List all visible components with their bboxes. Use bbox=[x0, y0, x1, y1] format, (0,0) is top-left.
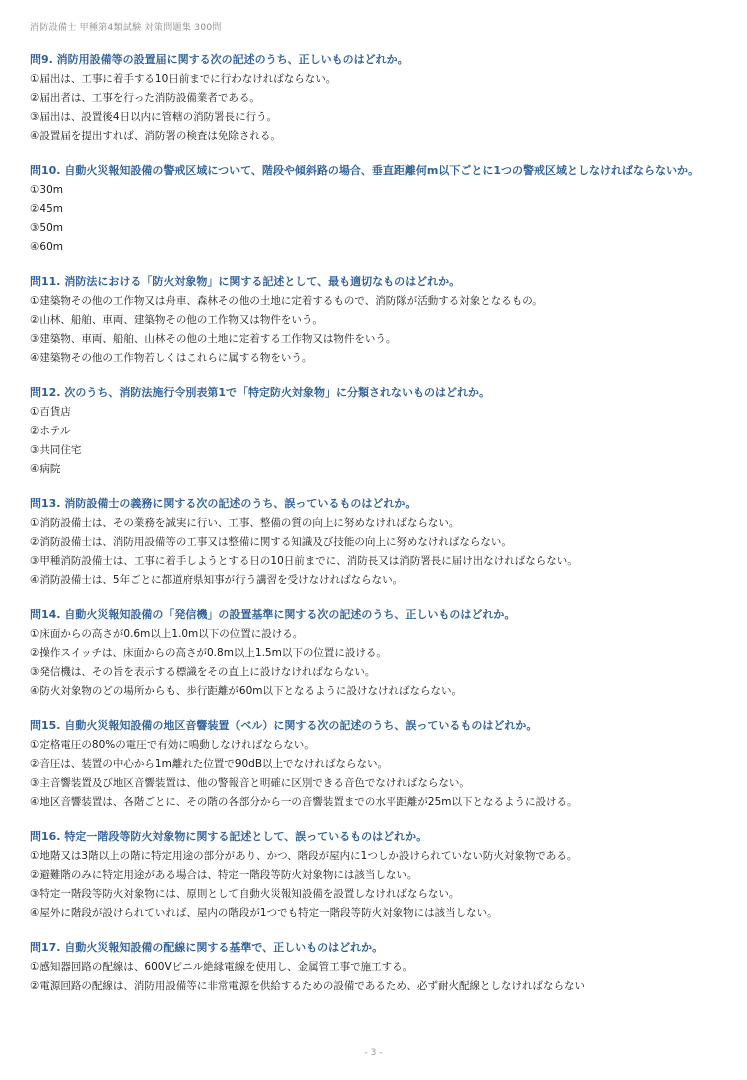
question-title: 問15. 自動火災報知設備の地区音響装置（ベル）に関する次の記述のうち、誤っているものはどれか。 bbox=[30, 719, 538, 732]
answer-option: ③甲種消防設備士は、工事に着手しようとする日の10日前までに、消防長又は消防署長に届け出なければならない。 bbox=[30, 555, 578, 567]
answer-option: ③共同住宅 bbox=[30, 444, 82, 456]
question-list bbox=[30, 50, 730, 1011]
answer-option: ④設置届を提出すれば、消防署の検査は免除される。 bbox=[30, 130, 281, 142]
question-title: 問12. 次のうち、消防法施行令別表第1で「特定防火対象物」に分類されないものはどれか。 bbox=[30, 386, 490, 399]
answer-option: ③主音響装置及び地区音響装置は、他の警報音と明確に区別できる音色でなければならない。 bbox=[30, 777, 470, 789]
answer-option: ④消防設備士は、5年ごとに都道府県知事が行う講習を受けなければならない。 bbox=[30, 574, 404, 586]
answer-option: ③建築物、車両、船舶、山林その他の土地に定着する工作物又は物件をいう。 bbox=[30, 333, 397, 345]
answer-option: ③発信機は、その旨を表示する標識をその直上に設けなければならない。 bbox=[30, 666, 376, 678]
answer-option: ②45m bbox=[30, 203, 64, 215]
question-block bbox=[30, 605, 730, 701]
answer-option: ③届出は、設置後4日以内に管轄の消防署長に行う。 bbox=[30, 111, 278, 123]
question-block bbox=[30, 272, 730, 368]
question-title: 問17. 自動火災報知設備の配線に関する基準で、正しいものはどれか。 bbox=[30, 941, 384, 954]
answer-option: ②ホテル bbox=[30, 425, 71, 437]
answer-option: ①消防設備士は、その業務を誠実に行い、工事、整備の質の向上に努めなければならない。 bbox=[30, 517, 460, 529]
answer-option: ③特定一階段等防火対象物には、原則として自動火災報知設備を設置しなければならない。 bbox=[30, 888, 460, 900]
page-number: - 3 - bbox=[364, 1048, 383, 1058]
answer-option: ②避難階のみに特定用途がある場合は、特定一階段等防火対象物には該当しない。 bbox=[30, 869, 418, 881]
question-block bbox=[30, 383, 730, 479]
question-title: 問11. 消防法における「防火対象物」に関する記述として、最も適切なものはどれか。 bbox=[30, 275, 461, 288]
answer-option: ①感知器回路の配線は、600Vビニル絶縁電線を使用し、金属管工事で施工する。 bbox=[30, 961, 414, 973]
answer-option: ④病院 bbox=[30, 463, 61, 475]
question-block bbox=[30, 827, 730, 923]
answer-option: ④地区音響装置は、各階ごとに、その階の各部分から一の音響装置までの水平距離が25m以下となるように設ける。 bbox=[30, 796, 578, 808]
answer-option: ②届出者は、工事を行った消防設備業者である。 bbox=[30, 92, 260, 104]
answer-option: ③50m bbox=[30, 222, 64, 234]
question-title: 問14. 自動火災報知設備の「発信機」の設置基準に関する次の記述のうち、正しいものはどれか。 bbox=[30, 608, 516, 621]
answer-option: ①建築物その他の工作物又は舟車、森林その他の土地に定着するもので、消防隊が活動する対象となるもの。 bbox=[30, 295, 543, 307]
question-block bbox=[30, 938, 730, 996]
question-block bbox=[30, 494, 730, 590]
answer-option: ②消防設備士は、消防用設備等の工事又は整備に関する知識及び技能の向上に努めなければならない。 bbox=[30, 536, 512, 548]
answer-option: ①地階又は3階以上の階に特定用途の部分があり、かつ、階段が屋内に1つしか設けられていない防火対象物である。 bbox=[30, 850, 578, 862]
answer-option: ②電源回路の配線は、消防用設備等に非常電源を供給するための設備であるため、必ず耐火配線としなければならない bbox=[30, 980, 585, 992]
question-block bbox=[30, 161, 730, 257]
answer-option: ①届出は、工事に着手する10日前までに行わなければならない。 bbox=[30, 73, 337, 85]
question-title: 問16. 特定一階段等防火対象物に関する記述として、誤っているものはどれか。 bbox=[30, 830, 428, 843]
question-title: 問13. 消防設備士の義務に関する次の記述のうち、誤っているものはどれか。 bbox=[30, 497, 417, 510]
answer-option: ①床面からの高さが0.6m以上1.0m以下の位置に設ける。 bbox=[30, 628, 304, 640]
question-block bbox=[30, 50, 730, 146]
answer-option: ②操作スイッチは、床面からの高さが0.8m以上1.5m以下の位置に設ける。 bbox=[30, 647, 387, 659]
answer-option: ②山林、船舶、車両、建築物その他の工作物又は物件をいう。 bbox=[30, 314, 323, 326]
question-title: 問9. 消防用設備等の設置届に関する次の記述のうち、正しいものはどれか。 bbox=[30, 53, 409, 66]
answer-option: ④60m bbox=[30, 241, 64, 253]
answer-option: ④屋外に階段が設けられていれば、屋内の階段が1つでも特定一階段等防火対象物には該当しない。 bbox=[30, 907, 498, 919]
answer-option: ②音圧は、装置の中心から1m離れた位置で90dB以上でなければならない。 bbox=[30, 758, 389, 770]
answer-option: ④防火対象物のどの場所からも、歩行距離が60m以下となるように設けなければならない。 bbox=[30, 685, 463, 697]
answer-option: ①30m bbox=[30, 184, 64, 196]
answer-option: ①定格電圧の80%の電圧で有効に鳴動しなければならない。 bbox=[30, 739, 315, 751]
answer-option: ④建築物その他の工作物若しくはこれらに属する物をいう。 bbox=[30, 352, 313, 364]
question-title: 問10. 自動火災報知設備の警戒区域について、階段や傾斜路の場合、垂直距離何m以下ごとに1つの警戒区域としなければならないか。 bbox=[30, 164, 699, 177]
question-block bbox=[30, 716, 730, 812]
answer-option: ①百貨店 bbox=[30, 406, 71, 418]
page-header: 消防設備士 甲種第4類試験 対策問題集 300問 bbox=[30, 23, 222, 33]
